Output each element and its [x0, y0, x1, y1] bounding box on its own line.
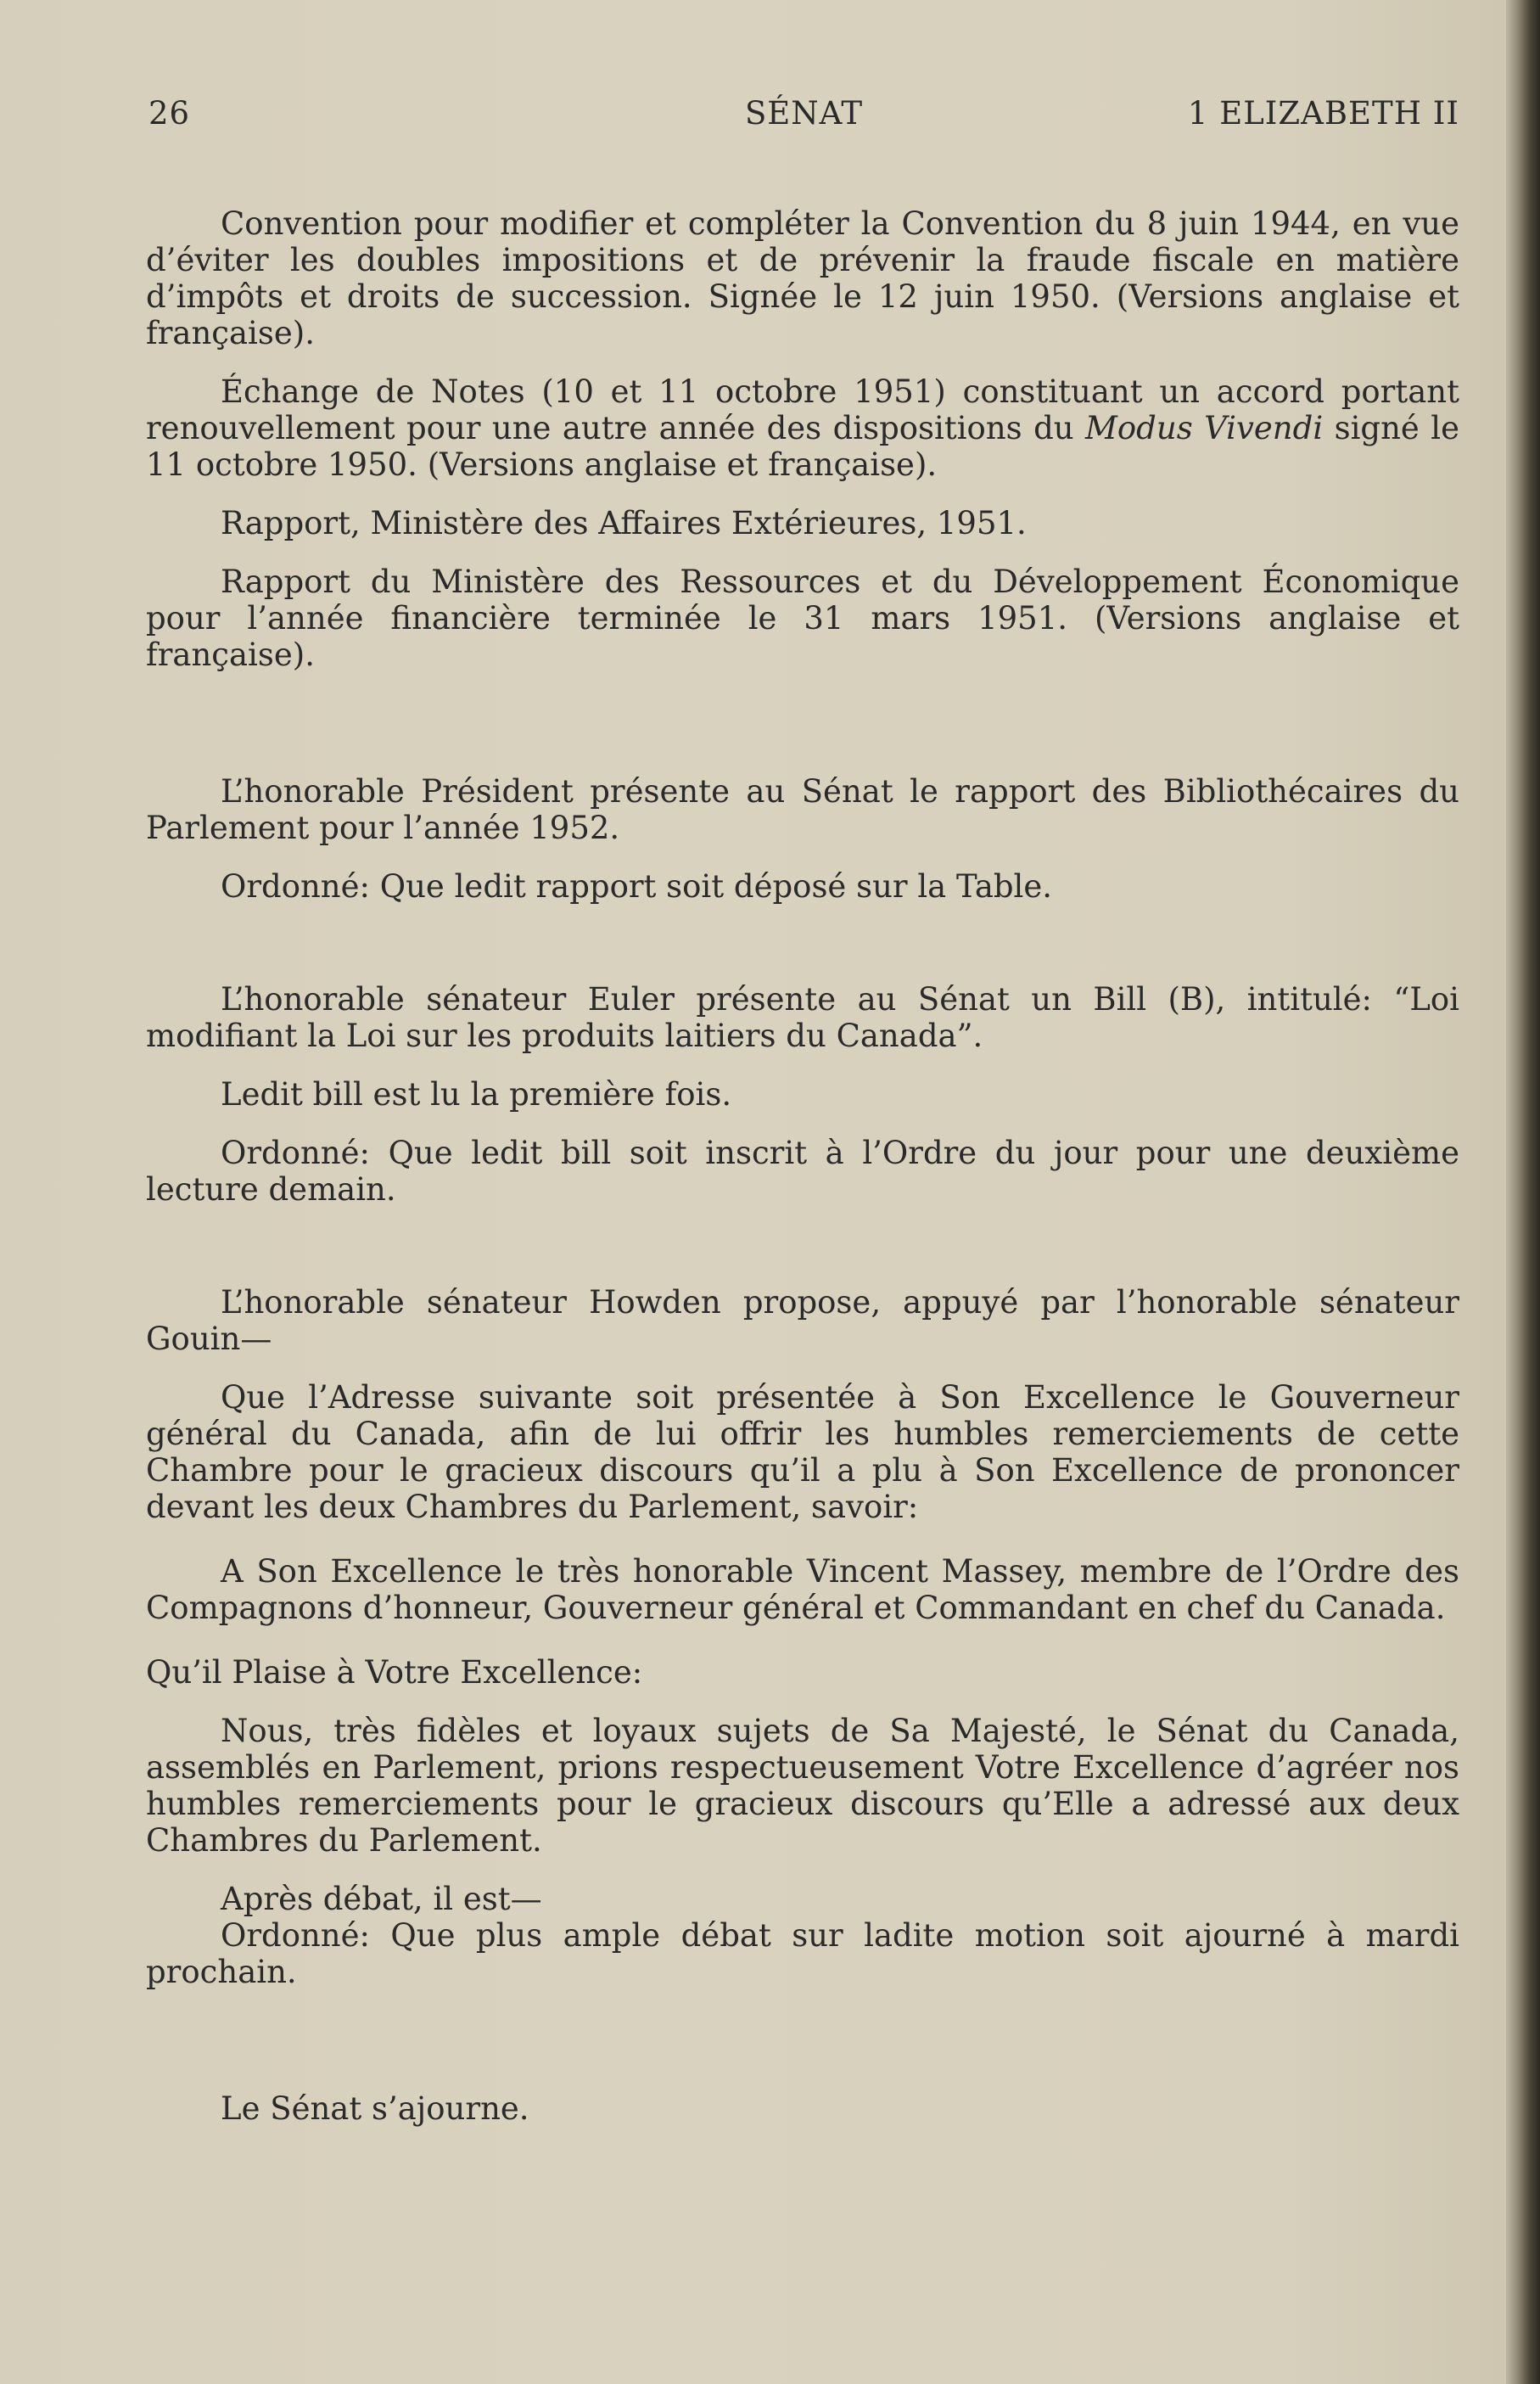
paragraph-deuxieme-lecture: Ordonné: Que ledit bill soit inscrit à l’Ordre du jour pour une deuxième lecture demain.	[146, 1135, 1459, 1208]
paragraph-president-bibliothecaires: L’honorable Président présente au Sénat le rapport des Bibliothécaires du Parlement pour l’année 1952.	[146, 773, 1459, 846]
page-number: 26	[148, 95, 191, 132]
book-binding-edge	[1506, 0, 1540, 2384]
paragraph-remerciements: Nous, très fidèles et loyaux sujets de Sa Majesté, le Sénat du Canada, assemblés en Parlement, prions respectueusement Votre Excellence d’agréer nos humbles remerciements pour le gracieux discours qu’Elle a adressé aux deux Chambres du Parlement.	[146, 1713, 1459, 1859]
paragraph-convention: Convention pour modifier et compléter la Convention du 8 juin 1944, en vue d’éviter les doubles impositions et de prévenir la fraude fiscale en matière d’impôts et droits de succession. Signée le 12 juin 1950. (Versions anglaise et française).	[146, 205, 1459, 351]
paragraph-plaise: Qu’il Plaise à Votre Excellence:	[146, 1654, 643, 1691]
paragraph-bill-b: L’honorable sénateur Euler présente au Sénat un Bill (B), intitulé: “Loi modifiant la Loi sur les produits laitiers du Canada”.	[146, 981, 1459, 1054]
paragraph-rapport-ressources: Rapport du Ministère des Ressources et du Développement Économique pour l’année financière terminée le 31 mars 1951. (Versions anglaise et française).	[146, 564, 1459, 673]
paragraph-ordonne-table: Ordonné: Que ledit rapport soit déposé sur la Table.	[221, 868, 1053, 905]
paragraph-howden-propose: L’honorable sénateur Howden propose, appuyé par l’honorable sénateur Gouin—	[146, 1284, 1459, 1357]
paragraph-adresse: Que l’Adresse suivante soit présentée à Son Excellence le Gouverneur général du Canada, afin de lui offrir les humbles remerciements de cette Chambre pour le gracieux discours qu’il a plu à Son Excellence de prononcer devant les deux Chambres du Parlement, savoir:	[146, 1379, 1459, 1525]
paragraph-ajourne-mardi: Ordonné: Que plus ample débat sur ladite motion soit ajourné à mardi prochain.	[146, 1917, 1459, 1990]
paragraph-echange-text-1: Échange de Notes (10 et 11 octobre 1951) constituant un accord portant renouvellement pour une autre année des dispositions du	[146, 373, 1459, 446]
page-header	[148, 95, 1459, 146]
paragraph-apres-debat: Après débat, il est—	[221, 1881, 542, 1917]
paragraph-rapport-affaires: Rapport, Ministère des Affaires Extérieures, 1951.	[221, 505, 1027, 541]
paragraph-echange-text-2: signé le 11 octobre 1950. (Versions anglaise et française).	[146, 410, 1459, 483]
paragraph-son-excellence: A Son Excellence le très honorable Vincent Massey, membre de l’Ordre des Compagnons d’honneur, Gouverneur général et Commandant en chef du Canada.	[146, 1553, 1459, 1626]
paragraph-echange-de-notes	[146, 373, 1459, 483]
paragraph-senat-ajourne: Le Sénat s’ajourne.	[221, 2090, 529, 2127]
page-body	[146, 205, 1459, 2127]
header-title: SÉNAT	[744, 95, 864, 132]
paragraph-premiere-lecture: Ledit bill est lu la première fois.	[221, 1076, 732, 1113]
modus-vivendi-italic: Modus Vivendi	[1085, 410, 1324, 446]
header-regnal-year: 1 ELIZABETH II	[1187, 95, 1459, 132]
